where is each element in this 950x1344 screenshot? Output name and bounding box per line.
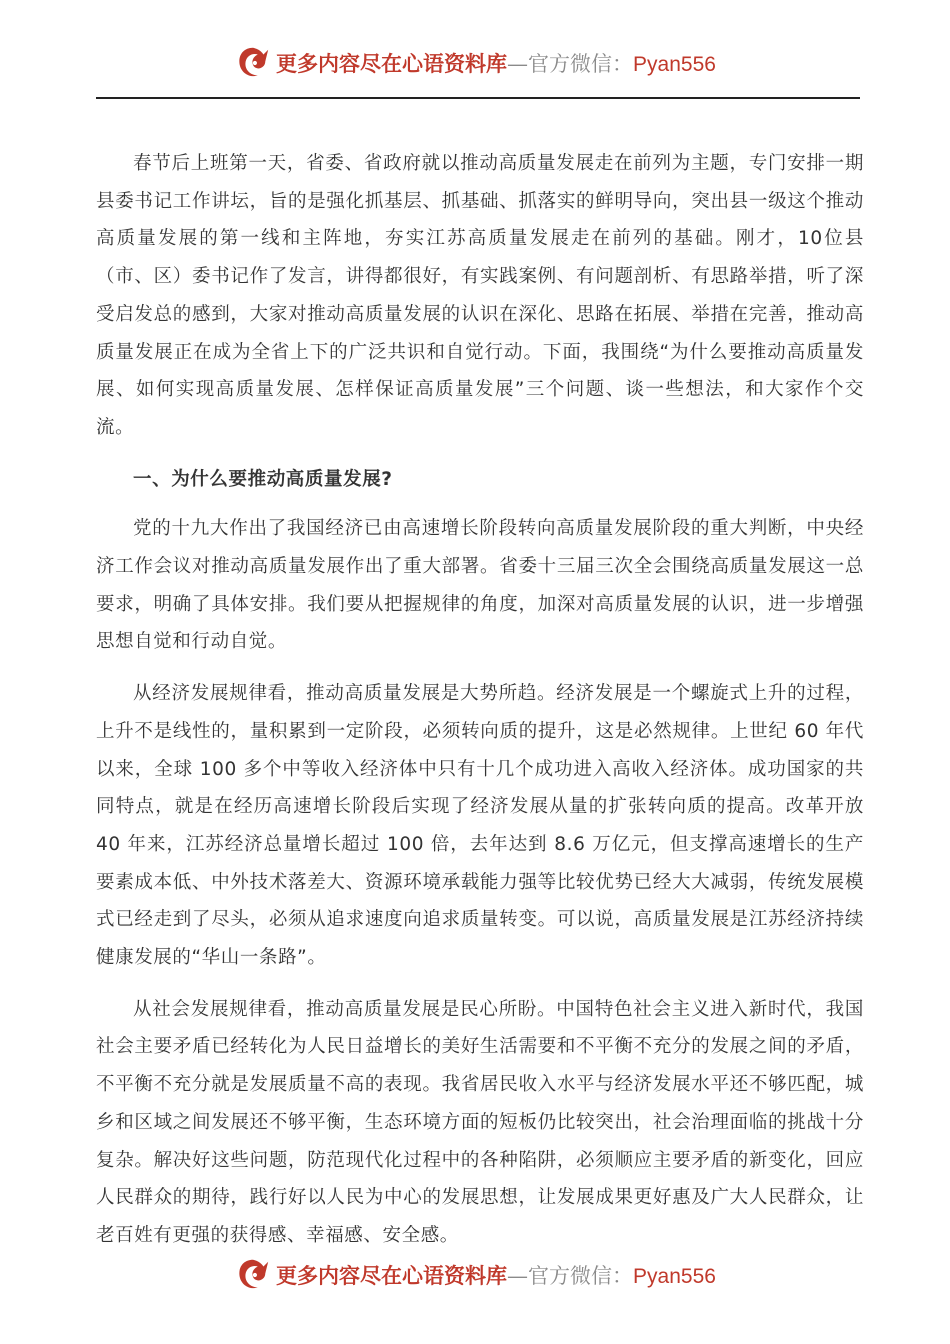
banner-title: 更多内容尽在心语资料库 — [276, 51, 508, 76]
banner-title: 更多内容尽在心语资料库 — [276, 1263, 508, 1288]
header-banner — [0, 38, 950, 88]
document-body — [96, 145, 864, 1269]
banner-wechat-label: —官方微信： — [507, 1264, 634, 1288]
footer-banner — [0, 1250, 950, 1300]
quill-swirl-logo-icon — [234, 1256, 272, 1294]
intro-paragraph: 春节后上班第一天，省委、省政府就以推动高质量发展走在前列为主题，专门安排一期县委书记工作讲坛，旨的是强化抓基层、抓基础、抓落实的鲜明导向，突出县一级这个推动高质量发展的第一线和主阵地，夯实江苏高质量发展走在前列的基础。刚才，10位县（市、区）委书记作了发言，讲得都很好，有实践案例、有问题剖析、有思路举措，听了深受启发总的感到，大家对推动高质量发展的认识在深化、思路在拓展、举措在完善，推动高质量发展正在成为全省上下的广泛共识和自觉行动。下面，我围绕“为什么要推动高质量发展、如何实现高质量发展、怎样保证高质量发展”三个问题、谈一些想法，和大家作个交流。 — [96, 153, 864, 438]
banner-text — [276, 48, 716, 78]
quill-swirl-logo-icon — [234, 44, 272, 82]
banner-wechat-id: Pyan556 — [633, 1265, 716, 1288]
section-paragraph: 从社会发展规律看，推动高质量发展是民心所盼。中国特色社会主义进入新时代，我国社会主要矛盾已经转化为人民日益增长的美好生活需要和不平衡不充分的发展之间的矛盾，不平衡不充分就是发展质量不高的表现。我省居民收入水平与经济发展水平还不够匹配，城乡和区域之间发展还不够平衡，生态环境方面的短板仍比较突出，社会治理面临的挑战十分复杂。解决好这些问题，防范现代化过程中的各种陷阱，必须顺应主要矛盾的新变化，回应人民群众的期待，践行好以人民为中心的发展思想，让发展成果更好惠及广大人民群众，让老百姓有更强的获得感、幸福感、安全感。 — [96, 998, 864, 1246]
banner-wechat-label: —官方微信： — [507, 52, 634, 76]
banner-wechat-id: Pyan556 — [633, 53, 716, 76]
section-paragraph: 从经济发展规律看，推动高质量发展是大势所趋。经济发展是一个螺旋式上升的过程，上升不是线性的，量积累到一定阶段，必须转向质的提升，这是必然规律。上世纪 60 年代以来，全球 100 多个中等收入经济体中只有十几个成功进入高收入经济体。成功国家的共同特点，就是在经历高速增长阶段后实现了经济发展从量的扩张转向质的提高。改革开放 40 年来，江苏经济总量增长超过 100 倍，去年达到 8.6 万亿元，但支撑高速增长的生产要素成本低、中外技术落差大、资源环境承载能力强等比较优势已经大大减弱，传统发展模式已经走到了尽头，必须从追求速度向追求质量转变。可以说，高质量发展是江苏经济持续健康发展的“华山一条路”。 — [96, 683, 864, 969]
section-paragraph: 党的十九大作出了我国经济已由高速增长阶段转向高质量发展阶段的重大判断，中央经济工作会议对推动高质量发展作出了重大部署。省委十三届三次全会围绕高质量发展这一总要求，明确了具体安排。我们要从把握规律的角度，加深对高质量发展的认识，进一步增强思想自觉和行动自觉。 — [96, 518, 864, 653]
banner-text — [276, 1260, 716, 1290]
header-divider — [96, 97, 860, 99]
section-heading: 一、为什么要推动高质量发展? — [133, 468, 393, 490]
